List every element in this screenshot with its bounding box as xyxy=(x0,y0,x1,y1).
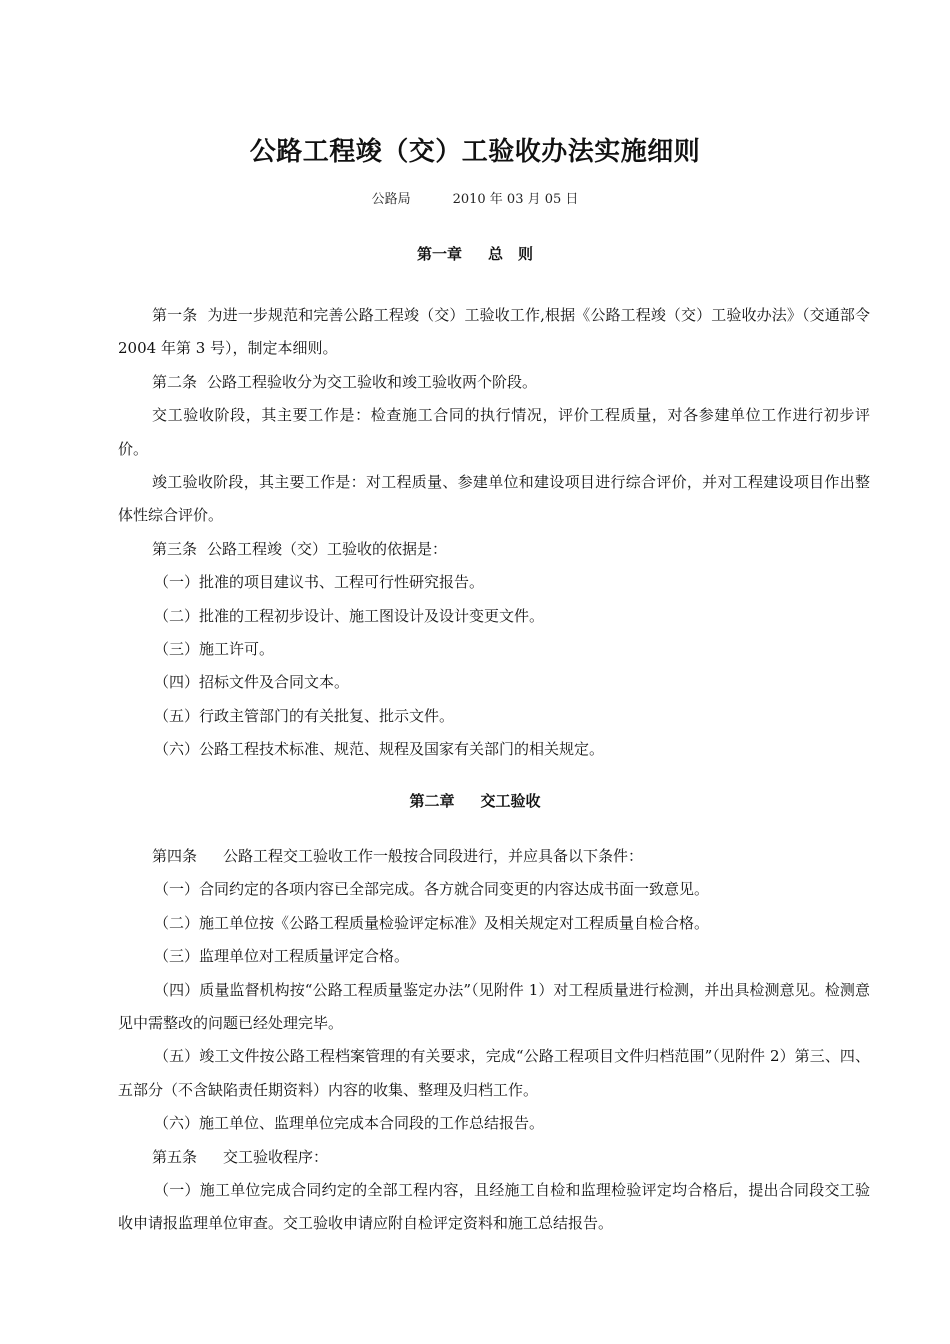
article-2-text: 公路工程验收分为交工验收和竣工验收两个阶段。 xyxy=(207,372,538,391)
chapter-1-label: 第一章 xyxy=(416,245,462,263)
document-byline xyxy=(0,190,950,210)
article-2 xyxy=(118,366,870,399)
basis-item: （二）批准的工程初步设计、施工图设计及设计变更文件。 xyxy=(154,606,545,625)
basis-item: （三）施工许可。 xyxy=(154,640,275,659)
basis-item: （六）公路工程技术标准、规范、规程及国家有关部门的相关规定。 xyxy=(154,740,605,759)
article-3-text: 公路工程竣（交）工验收的依据是： xyxy=(207,539,448,558)
article-4-label: 第四条 xyxy=(152,847,198,865)
article-5-text: 交工验收程序： xyxy=(223,1147,329,1166)
basis-item: （五）行政主管部门的有关批复、批示文件。 xyxy=(154,706,455,725)
article-1 xyxy=(118,299,870,366)
article-5-label: 第五条 xyxy=(152,1147,198,1166)
condition-item: （一）合同约定的各项内容已全部完成。各方就合同变更的内容达成书面一致意见。 xyxy=(154,880,710,899)
condition-item: （三）监理单位对工程质量评定合格。 xyxy=(154,947,410,966)
document-title: 公路工程竣（交）工验收办法实施细则 xyxy=(249,137,701,167)
article-3 xyxy=(118,533,870,566)
condition-item: （二）施工单位按《公路工程质量检验评定标准》及相关规定对工程质量自检合格。 xyxy=(154,913,710,932)
paragraph-jiaogong-stage: 交工验收阶段，其主要工作是：检查施工合同的执行情况，评价工程质量，对各参建单位工作进行初步评价。 xyxy=(118,406,870,458)
article-4 xyxy=(118,840,870,873)
article-4-text: 公路工程交工验收工作一般按合同段进行，并应具备以下条件： xyxy=(223,847,644,865)
chapter-2-body xyxy=(118,840,870,1241)
basis-item: （四）招标文件及合同文本。 xyxy=(154,673,350,692)
condition-item: （六）施工单位、监理单位完成本合同段的工作总结报告。 xyxy=(154,1114,545,1133)
chapter-2-name: 交工验收 xyxy=(480,792,541,810)
paragraph-jungong-stage: 竣工验收阶段，其主要工作是：对工程质量、参建单位和建设项目进行综合评价，并对工程建设项目作出整体性综合评价。 xyxy=(118,473,870,525)
article-1-label: 第一条 xyxy=(152,306,198,324)
issuer: 公路局 xyxy=(371,192,411,207)
article-3-label: 第三条 xyxy=(152,539,198,558)
chapter-2-label: 第二章 xyxy=(409,792,455,810)
article-2-label: 第二条 xyxy=(152,372,198,391)
article-5 xyxy=(118,1141,870,1174)
procedure-item: （一）施工单位完成合同约定的全部工程内容，且经施工自检和监理检验评定均合格后，提出合同段交工验收申请报监理单位审查。交工验收申请应附自检评定资料和施工总结报告。 xyxy=(118,1181,870,1233)
chapter-2-heading xyxy=(0,790,950,812)
article-1-text: 为进一步规范和完善公路工程竣（交）工验收工作,根据《公路工程竣（交）工验收办法》（交通部令 2004 年第 3 号），制定本细则。 xyxy=(118,306,870,358)
chapter-1-body xyxy=(118,299,870,767)
issue-date: 2010 年 03 月 05 日 xyxy=(452,192,579,207)
basis-item: （一）批准的项目建议书、工程可行性研究报告。 xyxy=(154,573,485,592)
chapter-1-name: 总 则 xyxy=(488,245,534,263)
condition-item: （四）质量监督机构按“公路工程质量鉴定办法”（见附件 1）对工程质量进行检测，并出具检测意见。检测意见中需整改的问题已经处理完毕。 xyxy=(118,980,870,1033)
chapter-1-heading xyxy=(0,243,950,265)
condition-item: （五）竣工文件按公路工程档案管理的有关要求，完成“公路工程项目文件归档范围”（见附件 2）第三、四、五部分（不含缺陷责任期资料）内容的收集、整理及归档工作。 xyxy=(118,1047,870,1099)
